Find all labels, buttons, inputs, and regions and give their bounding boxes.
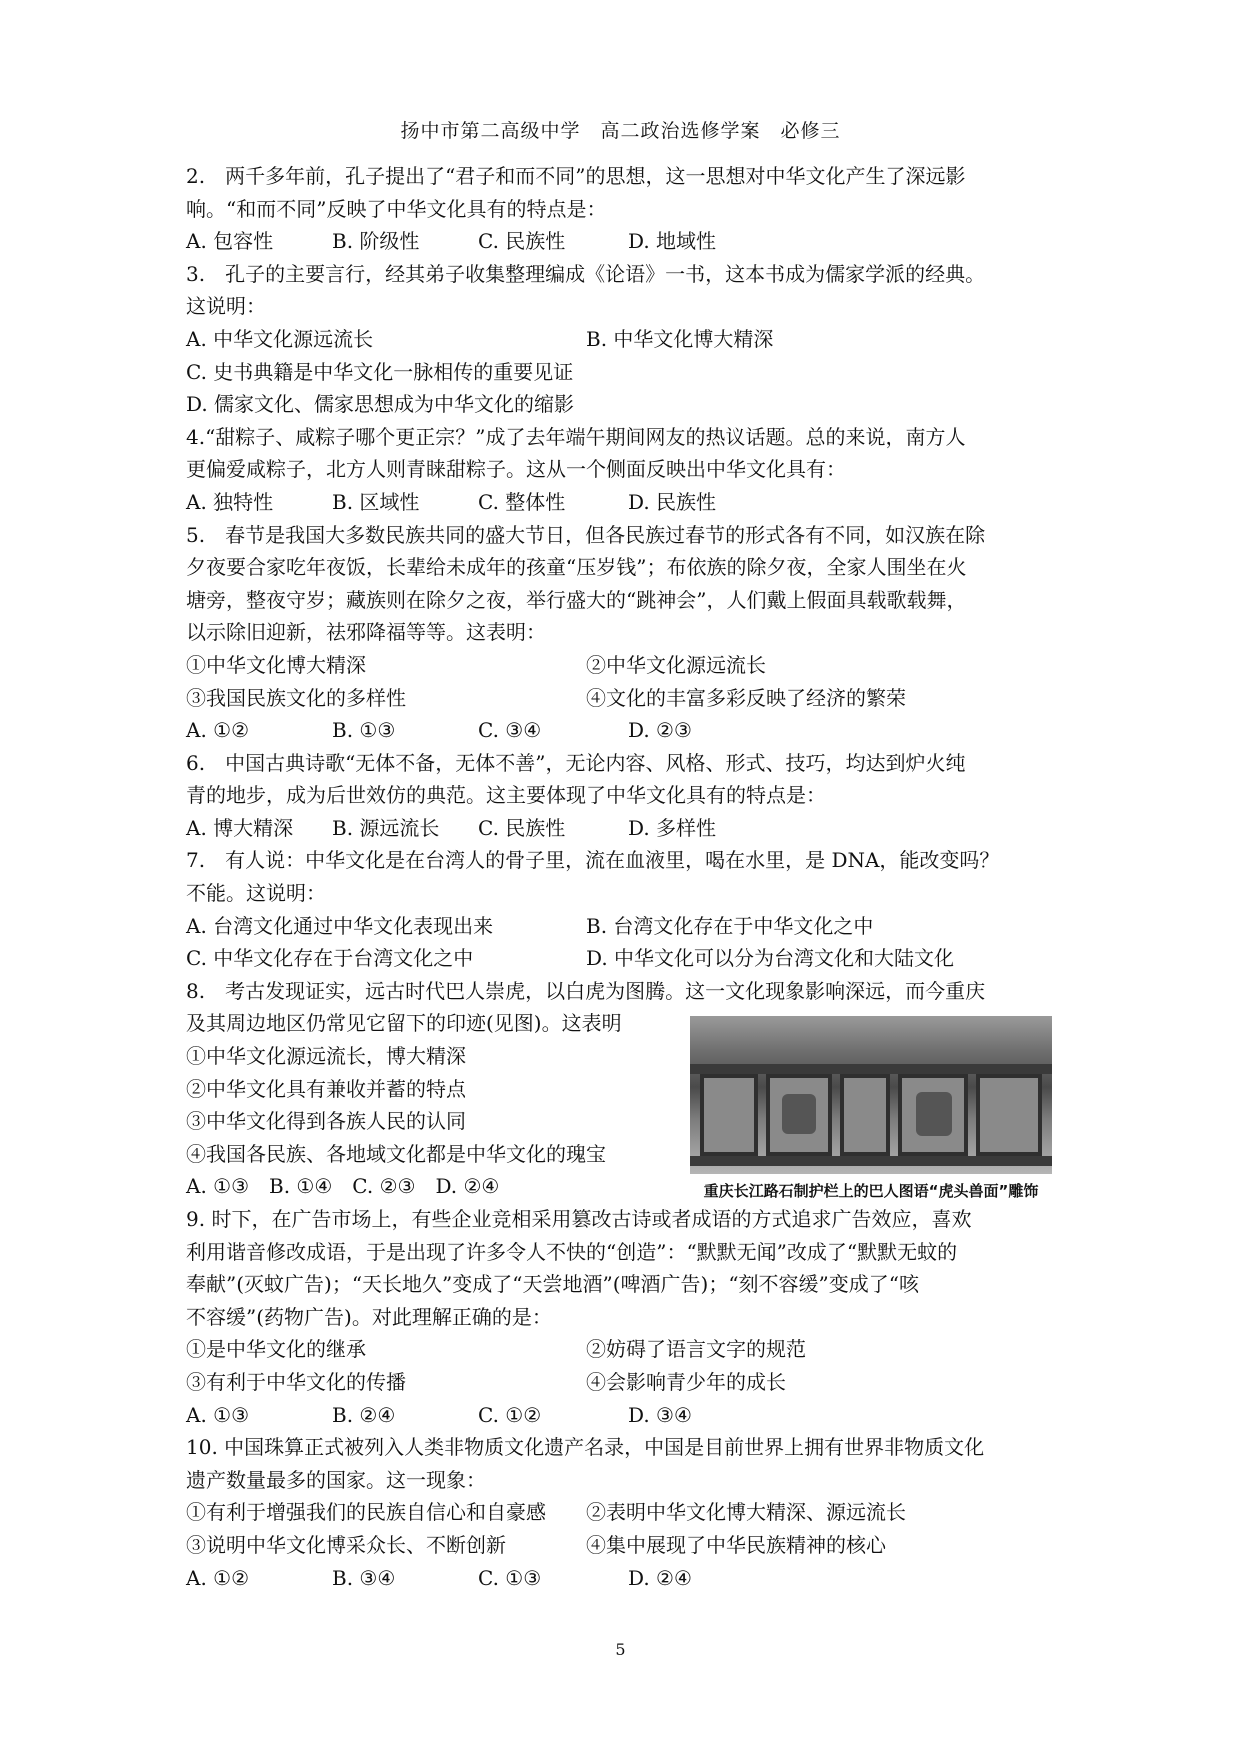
option-item: ①是中华文化的继承 (186, 1337, 366, 1362)
option-row (186, 225, 1066, 258)
option-item: D. ②④ (628, 1565, 692, 1590)
option-item: C. 民族性 (478, 229, 566, 254)
option-item: ④集中展现了中华民族精神的核心 (586, 1532, 886, 1557)
option-item: B. 台湾文化存在于中华文化之中 (586, 913, 874, 938)
option-item: A. ①③ (186, 1402, 250, 1427)
option-item: ②表明中华文化博大精深、源远流长 (586, 1500, 906, 1525)
option-row (186, 1496, 1066, 1529)
option-item: C. ①③ (478, 1565, 542, 1590)
text-line: 10. 中国珠算正式被列入人类非物质文化遗产名录，中国是目前世界上拥有世界非物质文化 (186, 1435, 985, 1460)
option-item: D. 民族性 (628, 489, 717, 514)
option-item: ③说明中华文化博采众长、不断创新 (186, 1532, 506, 1557)
option-item: B. ③④ (332, 1565, 396, 1590)
option-item: ④文化的丰富多彩反映了经济的繁荣 (586, 685, 906, 710)
text-line: 2. 两千多年前，孔子提出了“君子和而不同”的思想，这一思想对中华文化产生了深远影 (186, 164, 966, 188)
option-row (186, 1562, 1066, 1595)
text-line: 遗产数量最多的国家。这一现象： (186, 1467, 486, 1492)
text-line: 8. 考古发现证实，远古时代巴人崇虎，以白虎为图腾。这一文化现象影响深远，而今重庆 (186, 978, 986, 1003)
page-number: 5 (615, 1640, 626, 1659)
option-item: A. 台湾文化通过中华文化表现出来 (186, 913, 494, 938)
option-item: ④会影响青少年的成长 (586, 1369, 786, 1394)
text-line: 6. 中国古典诗歌“无体不备，无体不善”，无论内容、风格、形式、技巧，均达到炉火纯 (186, 750, 966, 775)
option-row (186, 1399, 1066, 1432)
option-row (186, 714, 1066, 747)
text-line: 9. 时下，在广告市场上，有些企业竞相采用篡改古诗或者成语的方式追求广告效应，喜欢 (186, 1207, 972, 1231)
option-item: C. 民族性 (478, 815, 566, 840)
text-line: ④我国各民族、各地域文化都是中华文化的瑰宝 (186, 1141, 606, 1166)
option-item: D. ③④ (628, 1402, 692, 1427)
option-row (186, 649, 1066, 682)
text-line: 3. 孔子的主要言行，经其弟子收集整理编成《论语》一书，这本书成为儒家学派的经典。 (186, 261, 986, 286)
text-line: 不容缓”(药物广告)。对此理解正确的是： (186, 1304, 552, 1329)
option-item: B. 源远流长 (332, 815, 440, 840)
option-row (186, 1333, 1066, 1366)
text-line: 7. 有人说：中华文化是在台湾人的骨子里，流在血液里，喝在水里，是 DNA，能改变吗？ (186, 848, 1000, 873)
text-line: A. ①③ B. ①④ C. ②③ D. ②④ (186, 1174, 500, 1199)
option-row (186, 1529, 1066, 1562)
option-row (186, 942, 1066, 975)
option-item: D. 多样性 (628, 815, 717, 840)
tiger-railing-photo (690, 1016, 1052, 1174)
page-header: 扬中市第二高级中学 高二政治选修学案 必修三 (400, 120, 841, 142)
document-body (186, 160, 1066, 1594)
option-row (186, 812, 1066, 845)
text-line: 以示除旧迎新，祛邪降福等等。这表明： (186, 620, 546, 645)
figure (690, 1016, 1052, 1201)
option-item: A. ①② (186, 1565, 250, 1590)
option-item: C. 整体性 (478, 489, 566, 514)
option-row (186, 1366, 1066, 1399)
text-line: 更偏爱咸粽子，北方人则青睐甜粽子。这从一个侧面反映出中华文化具有： (186, 457, 846, 482)
text-line: D. 儒家文化、儒家思想成为中华文化的缩影 (186, 392, 575, 417)
option-row (186, 323, 1066, 356)
option-item: B. 中华文化博大精深 (586, 326, 774, 351)
option-item: B. 区域性 (332, 489, 420, 514)
option-item: B. 阶级性 (332, 229, 420, 254)
option-item: ②妨碍了语言文字的规范 (586, 1337, 806, 1362)
text-line: 利用谐音修改成语，于是出现了许多令人不快的“创造”：“默默无闻”改成了“默默无蚊的 (186, 1239, 958, 1264)
option-item: C. ③④ (478, 718, 542, 743)
text-line: ③中华文化得到各族人民的认同 (186, 1109, 466, 1134)
text-line: 奉献”(灭蚊广告)；“天长地久”变成了“天尝地酒”(啤酒广告)；“刻不容缓”变成了“咳 (186, 1272, 920, 1297)
option-row (186, 682, 1066, 715)
option-item: B. ①③ (332, 718, 396, 743)
text-line: ②中华文化具有兼收并蓄的特点 (186, 1076, 466, 1101)
option-row (186, 486, 1066, 519)
option-item: A. 中华文化源远流长 (186, 326, 374, 351)
option-item: ①有利于增强我们的民族自信心和自豪感 (186, 1500, 546, 1525)
text-line: 4.“甜粽子、咸粽子哪个更正宗？”成了去年端午期间网友的热议话题。总的来说，南方人 (186, 424, 966, 449)
option-item: D. 地域性 (628, 229, 717, 254)
option-item: A. 包容性 (186, 229, 274, 254)
option-item: D. 中华文化可以分为台湾文化和大陆文化 (586, 946, 955, 971)
text-line: ①中华文化源远流长，博大精深 (186, 1044, 466, 1069)
figure-caption: 重庆长江路石制护栏上的巴人图语“虎头兽面”雕饰 (703, 1182, 1039, 1200)
option-item: B. ②④ (332, 1402, 396, 1427)
text-line: 及其周边地区仍常见它留下的印迹(见图)。这表明 (186, 1011, 622, 1036)
option-item: A. 博大精深 (186, 815, 294, 840)
option-row (186, 910, 1066, 943)
option-item: C. ①② (478, 1402, 542, 1427)
text-line: 夕夜要合家吃年夜饭，长辈给未成年的孩童“压岁钱”；布依族的除夕夜，全家人围坐在火 (186, 555, 967, 580)
option-item: ①中华文化博大精深 (186, 652, 366, 677)
text-line: 5. 春节是我国大多数民族共同的盛大节日，但各民族过春节的形式各有不同，如汉族在除 (186, 522, 986, 547)
option-item: C. 中华文化存在于台湾文化之中 (186, 946, 474, 971)
text-line: 这说明： (186, 294, 266, 319)
option-item: D. ②③ (628, 718, 692, 743)
option-item: ③我国民族文化的多样性 (186, 685, 406, 710)
text-line: 不能。这说明： (186, 881, 326, 906)
text-line: 青的地步，成为后世效仿的典范。这主要体现了中华文化具有的特点是： (186, 783, 826, 808)
text-line: 响。“和而不同”反映了中华文化具有的特点是： (186, 196, 607, 221)
option-item: A. ①② (186, 718, 250, 743)
option-item: ③有利于中华文化的传播 (186, 1369, 406, 1394)
text-line: C. 史书典籍是中华文化一脉相传的重要见证 (186, 359, 574, 384)
text-line: 塘旁，整夜守岁；藏族则在除夕之夜，举行盛大的“跳神会”，人们戴上假面具载歌载舞， (186, 587, 967, 612)
option-item: ②中华文化源远流长 (586, 652, 766, 677)
option-item: A. 独特性 (186, 489, 274, 514)
